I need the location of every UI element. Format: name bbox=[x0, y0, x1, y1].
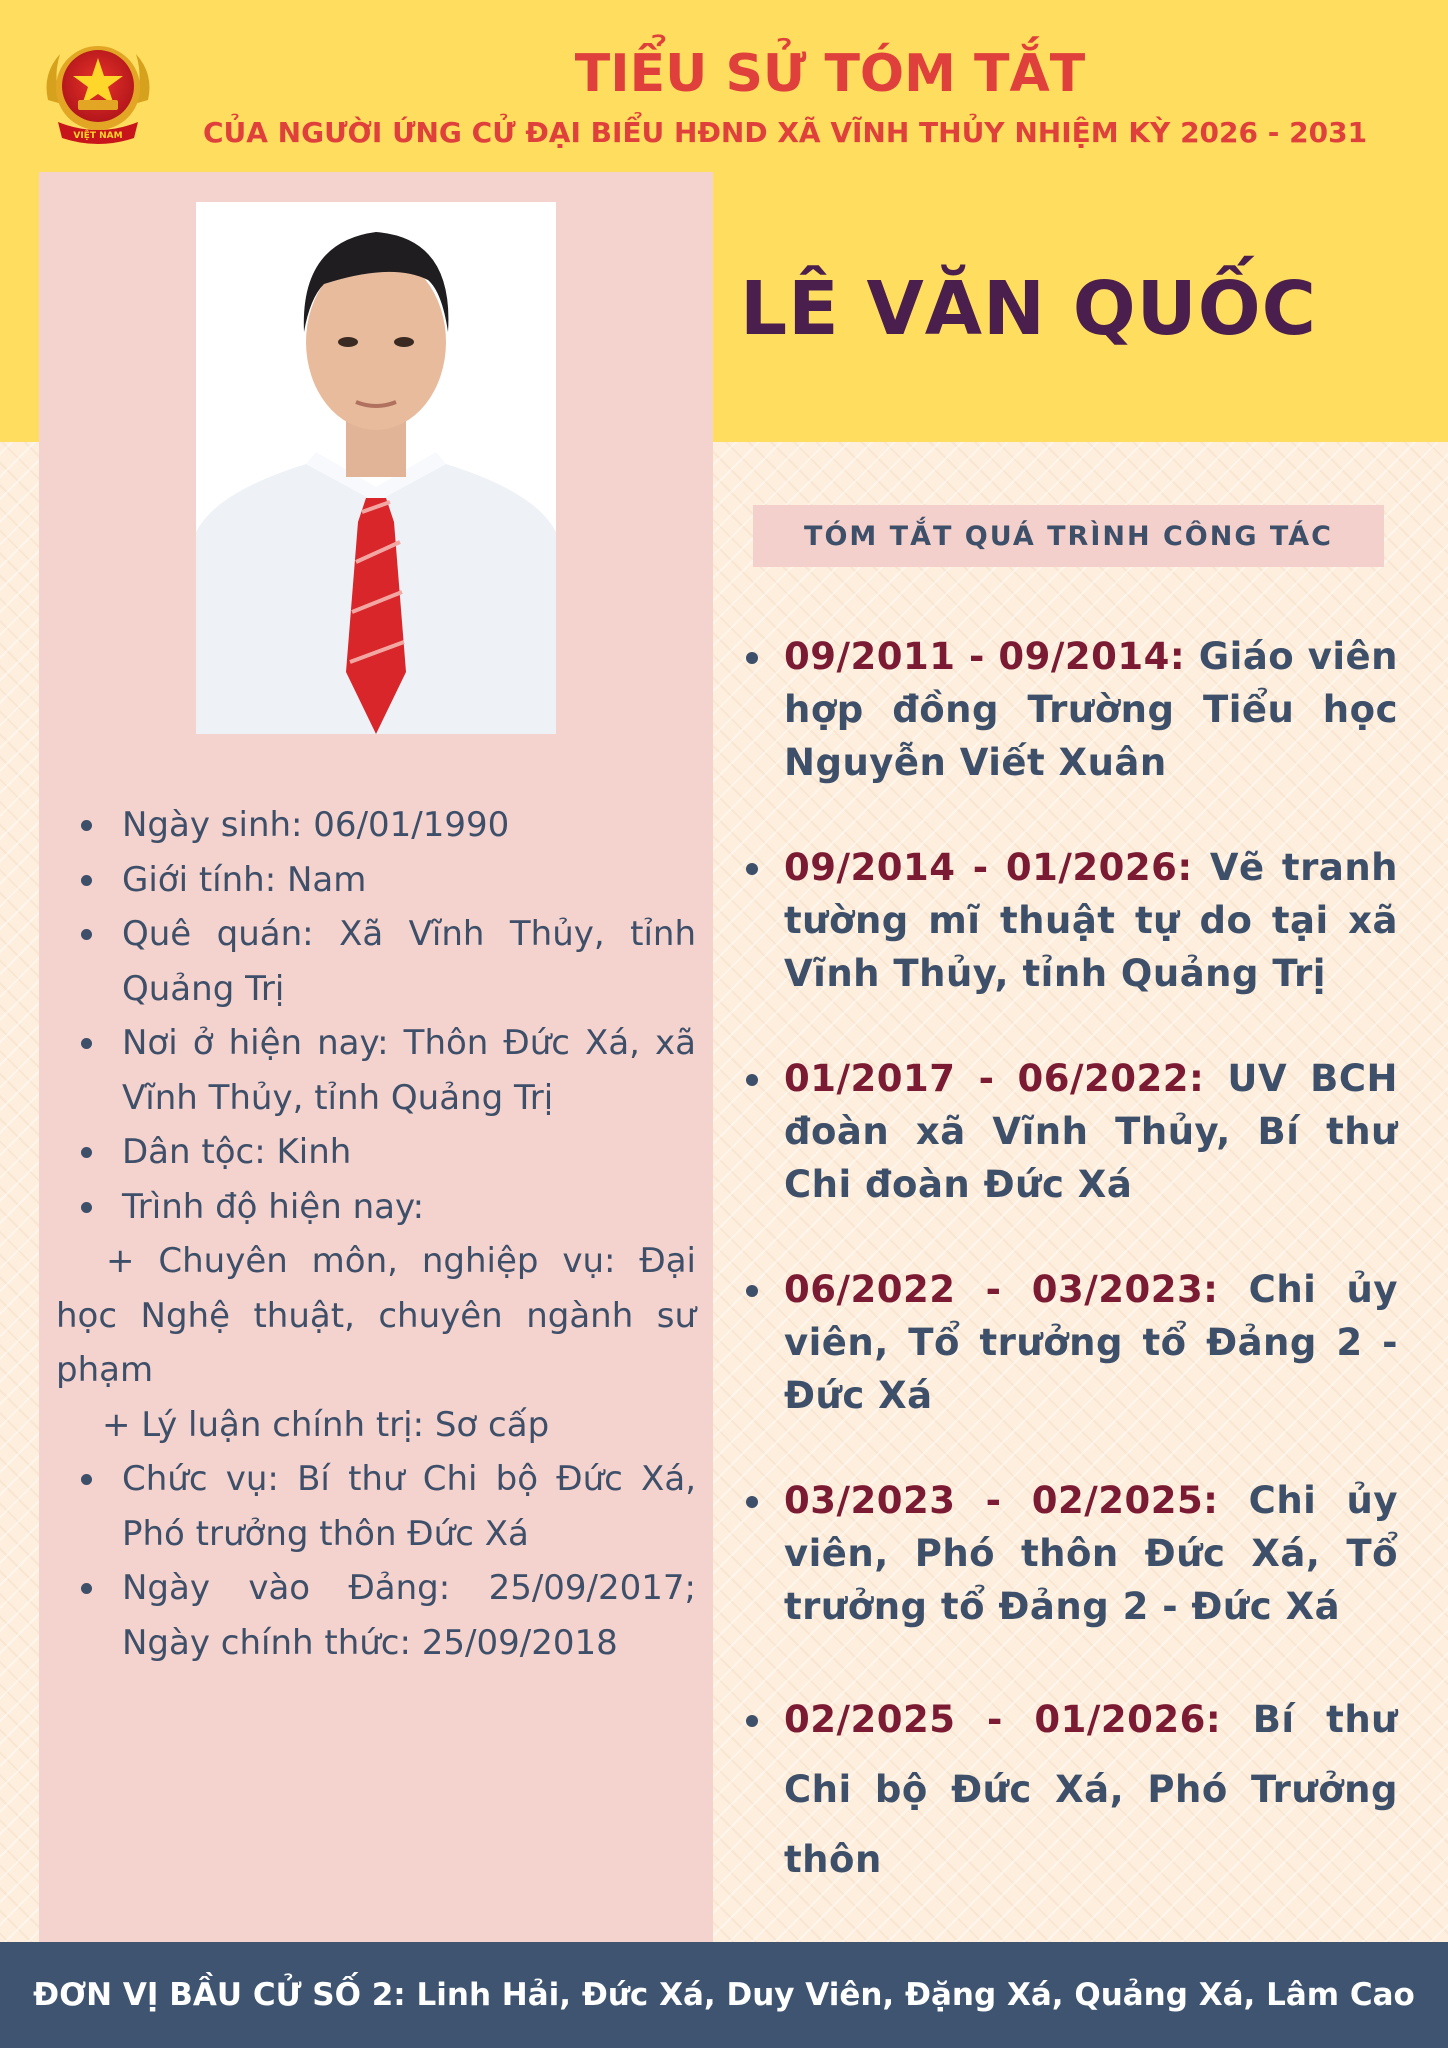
candidate-name: LÊ VĂN QUỐC bbox=[740, 266, 1317, 352]
description: UV BCH đoàn xã Vĩnh Thủy, Bí thư Chi đoàn Đức Xá bbox=[784, 1057, 1398, 1206]
national-emblem-icon bbox=[38, 34, 158, 152]
list-item bbox=[738, 1052, 1398, 1211]
description: Bí thư Chi bộ Đức Xá, Phó Trưởng thôn bbox=[784, 1698, 1398, 1881]
list-item bbox=[738, 1263, 1398, 1422]
candidate-photo bbox=[196, 202, 556, 734]
period: 09/2011 - 09/2014: bbox=[784, 635, 1186, 678]
document-subtitle: CỦA NGƯỜI ỨNG CỬ ĐẠI BIỂU HĐND XÃ VĨNH THỦY NHIỆM KỲ 2026 - 2031 bbox=[202, 116, 1368, 149]
work-history-label: TÓM TẮT QUÁ TRÌNH CÔNG TÁC bbox=[753, 505, 1384, 567]
period: 01/2017 - 06/2022: bbox=[784, 1057, 1205, 1100]
position: Chức vụ: Bí thư Chi bộ Đức Xá, Phó trưởng thôn Đức Xá bbox=[56, 1452, 696, 1561]
residence: Nơi ở hiện nay: Thôn Đức Xá, xã Vĩnh Thủy, tỉnh Quảng Trị bbox=[56, 1016, 696, 1125]
period: 02/2025 - 01/2026: bbox=[784, 1698, 1222, 1741]
list-item bbox=[738, 1474, 1398, 1633]
svg-text:VIỆT NAM: VIỆT NAM bbox=[73, 131, 123, 141]
description: Vẽ tranh tường mĩ thuật tự do tại xã Vĩnh Thủy, tỉnh Quảng Trị bbox=[784, 846, 1398, 995]
description: Chi ủy viên, Tổ trưởng tổ Đảng 2 - Đức Xá bbox=[784, 1268, 1398, 1417]
birth-date: Ngày sinh: 06/01/1990 bbox=[56, 798, 696, 853]
period: 03/2023 - 02/2025: bbox=[784, 1479, 1219, 1522]
document-title: TIỂU SỬ TÓM TẮT bbox=[574, 44, 1086, 104]
period: 09/2014 - 01/2026: bbox=[784, 846, 1193, 889]
political-theory: + Lý luận chính trị: Sơ cấp bbox=[102, 1404, 550, 1445]
list-item bbox=[738, 1685, 1398, 1895]
description: Giáo viên hợp đồng Trường Tiểu học Nguyễn Viết Xuân bbox=[784, 635, 1398, 784]
ethnicity: Dân tộc: Kinh bbox=[56, 1125, 696, 1180]
electoral-unit: ĐƠN VỊ BẦU CỬ SỐ 2: Linh Hải, Đức Xá, Duy Viên, Đặng Xá, Quảng Xá, Lâm Cao bbox=[33, 1977, 1415, 2013]
description: Chi ủy viên, Phó thôn Đức Xá, Tổ trưởng tổ Đảng 2 - Đức Xá bbox=[784, 1479, 1398, 1628]
footer-bar bbox=[0, 1942, 1448, 2048]
work-history-list bbox=[738, 630, 1398, 1895]
professional-qualification: + Chuyên môn, nghiệp vụ: Đại học Nghệ thuật, chuyên ngành sư phạm bbox=[56, 1241, 696, 1390]
list-item bbox=[738, 841, 1398, 1000]
list-item bbox=[738, 630, 1398, 789]
party-join-date: Ngày vào Đảng: 25/09/2017; Ngày chính thức: 25/09/2018 bbox=[56, 1561, 696, 1670]
gender: Giới tính: Nam bbox=[56, 853, 696, 908]
period: 06/2022 - 03/2023: bbox=[784, 1268, 1219, 1311]
education-heading: Trình độ hiện nay: bbox=[56, 1180, 696, 1235]
personal-info-list bbox=[56, 798, 696, 1670]
hometown: Quê quán: Xã Vĩnh Thủy, tỉnh Quảng Trị bbox=[56, 907, 696, 1016]
